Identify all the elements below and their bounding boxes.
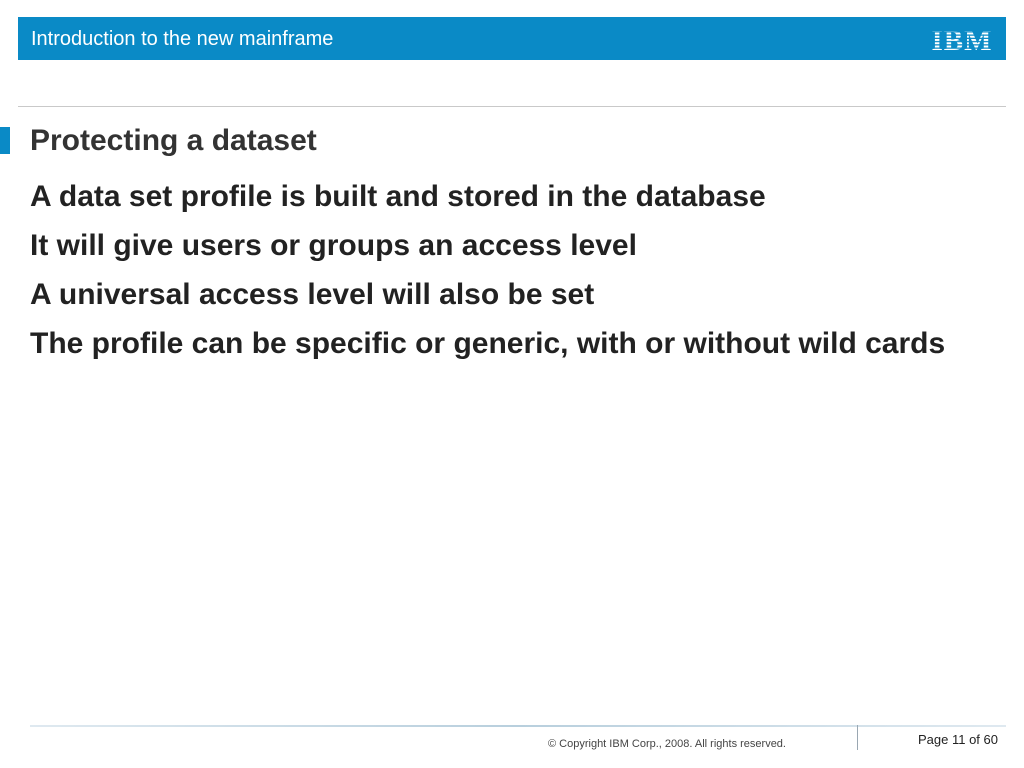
ibm-logo [930, 26, 994, 52]
ibm-logo-wordmark: IBM [931, 26, 993, 52]
title-accent-bar [0, 127, 10, 154]
page-number: Page 11 of 60 [918, 732, 998, 747]
bullet-item: A data set profile is built and stored in the database [30, 180, 766, 213]
header-divider [18, 106, 1006, 107]
bullet-item: It will give users or groups an access level [30, 229, 637, 262]
copyright-notice: © Copyright IBM Corp., 2008. All rights reserved. [548, 738, 786, 750]
bullet-item: The profile can be specific or generic, with or without wild cards [30, 327, 946, 360]
header-banner [18, 17, 1006, 60]
footer-separator [857, 725, 858, 750]
bullet-list [30, 178, 990, 374]
bullet-item: A universal access level will also be set [30, 278, 595, 311]
course-title: Introduction to the new mainframe [31, 28, 334, 50]
slide-title: Protecting a dataset [30, 124, 317, 157]
footer-divider [30, 725, 1006, 727]
